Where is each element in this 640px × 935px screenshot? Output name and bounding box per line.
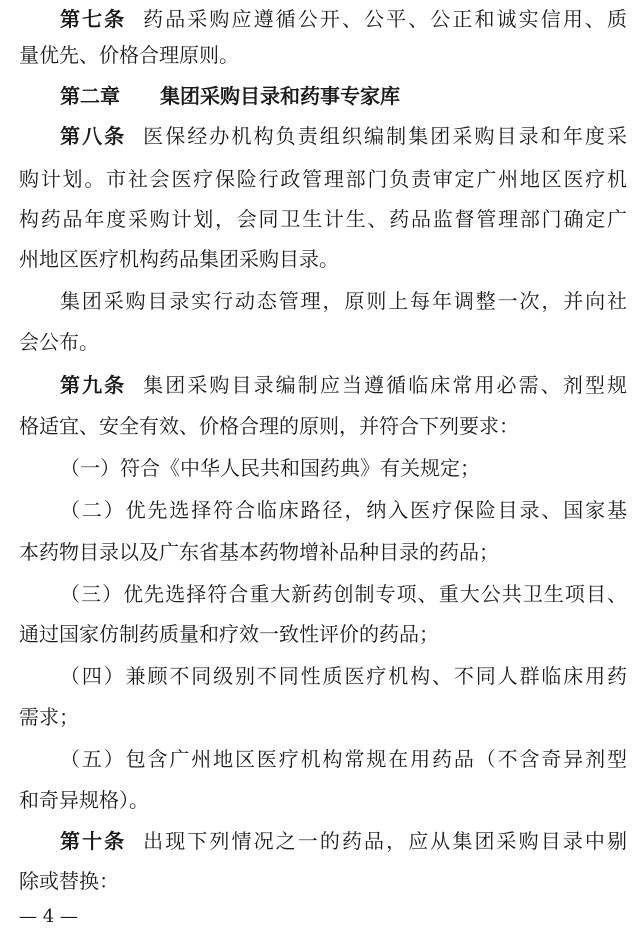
chapter-heading: [60, 76, 627, 116]
article-9-text: 集团采购目录编制应当遵循临床常用必需、剂型规: [143, 373, 627, 397]
article-7-text: 药品采购应遵循公开、公平、公正和诚实信用、质: [143, 7, 627, 31]
article-8-para-2-line-2: 会公布。: [19, 330, 99, 354]
item-2-line-1: （二）优先选择符合临床路径，纳入医疗保险目录、国家基: [60, 498, 627, 522]
item-5-line-2: 和奇异规格）。: [19, 788, 149, 812]
chapter-title: 集团采购目录和药事专家库: [160, 84, 400, 108]
article-10-label: 第十条: [60, 829, 127, 853]
article-10-line-2: 除或替换：: [19, 869, 119, 893]
item-2-line-2: 本药物目录以及广东省基本药物增补品种目录的药品；: [19, 540, 499, 564]
article-8-line-1: [60, 116, 627, 156]
article-8-para-2-line-1: 集团采购目录实行动态管理，原则上每年调整一次，并向社: [60, 289, 627, 313]
article-7-line-2: 量优先、价格合理原则。: [19, 43, 239, 67]
article-9-line-1: [60, 365, 627, 405]
article-10-text: 出现下列情况之一的药品，应从集团采购目录中剔: [143, 829, 627, 853]
article-7-label: 第七条: [60, 7, 127, 31]
article-7-line-1: [60, 0, 627, 39]
item-3-line-1: （三）优先选择符合重大新药创制专项、重大公共卫生项目、: [60, 582, 627, 606]
page-number: — 4 —: [19, 906, 78, 927]
item-4-line-2: 需求；: [19, 705, 79, 729]
chapter-label: 第二章: [60, 84, 120, 108]
article-8-label: 第八条: [60, 124, 127, 148]
article-8-line-2: 购计划。市社会医疗保险行政管理部门负责审定广州地区医疗机: [19, 167, 627, 191]
article-10-line-1: [60, 821, 627, 861]
article-9-line-2: 格适宜、安全有效、价格合理的原则，并符合下列要求：: [19, 414, 519, 438]
article-8-text: 医保经办机构负责组织编制集团采购目录和年度采: [143, 124, 627, 148]
article-9-label: 第九条: [60, 373, 127, 397]
item-3-line-2: 通过国家仿制药质量和疗效一致性评价的药品；: [19, 622, 439, 646]
article-8-line-3: 构药品年度采购计划，会同卫生计生、药品监督管理部门确定广: [19, 207, 627, 231]
item-5-line-1: （五）包含广州地区医疗机构常规在用药品（不含奇异剂型: [60, 747, 627, 771]
article-8-line-4: 州地区医疗机构药品集团采购目录。: [19, 247, 339, 271]
item-1-line-1: （一）符合《中华人民共和国药典》有关规定；: [60, 456, 480, 480]
item-4-line-1: （四）兼顾不同级别不同性质医疗机构、不同人群临床用药: [60, 664, 627, 688]
